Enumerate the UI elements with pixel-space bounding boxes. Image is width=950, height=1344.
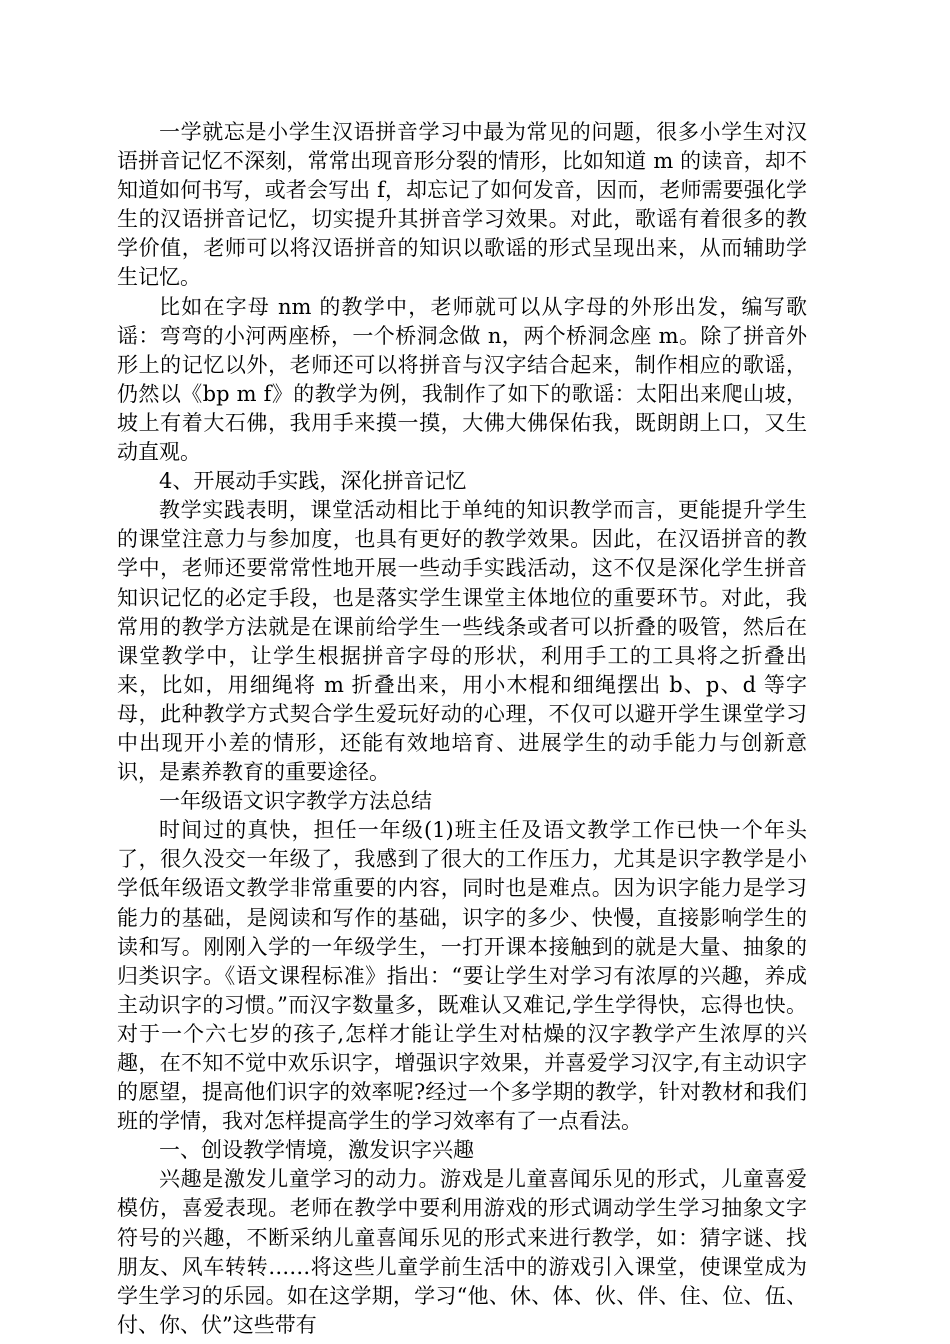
paragraph-pinyin-memory: 一学就忘是小学生汉语拼音学习中最为常见的问题，很多小学生对汉语拼音记忆不深刻，常常出现音形分裂的情形，比如知道 m 的读音，却不知道如何书写，或者会写出 f，却忘记了如何发音，因而，老师需要强化学生的汉语拼音记忆，切实提升其拼音学习效果。对此，歌谣有着很多的教学价值，老师可以将汉语拼音的知识以歌谣的形式呈现出来，从而辅助学生记忆。	[117, 120, 807, 290]
paragraph-interest-games: 兴趣是激发儿童学习的动力。游戏是儿童喜闻乐见的形式，儿童喜爱模仿，喜爱表现。老师在教学中要利用游戏的形式调动学生学习抽象文字符号的兴趣，不断采纳儿童喜闻乐见的形式来进行教学，如：猜字谜、找朋友、风车转转……将这些儿童学前生活中的游戏引入课堂，使课堂成为学生学习的乐园。如在这学期，学习“他、休、体、伙、伴、住、位、伍、付、你、伏”这些带有	[117, 1167, 807, 1337]
paragraph-literacy-intro: 时间过的真快，担任一年级(1)班主任及语文教学工作已快一个年头了，很久没交一年级了，我感到了很大的工作压力，尤其是识字教学是小学低年级语文教学非常重要的内容，同时也是难点。因为识字能力是学习能力的基础，是阅读和写作的基础，识字的多少、快慢，直接影响学生的读和写。刚刚入学的一年级学生，一打开课本接触到的就是大量、抽象的归类识字。《语文课程标准》指出：“要让学生对学习有浓厚的兴趣，养成主动识字的习惯。”而汉字数量多，既难认又难记,学生学得快，忘得也快。对于一个六七岁的孩子,怎样才能让学生对枯燥的汉字教学产生浓厚的兴趣，在不知不觉中欢乐识字，增强识字效果，并喜爱学习汉字,有主动识字的愿望，提高他们识字的效率呢?经过一个多学期的教学，针对教材和我们班的学情，我对怎样提高学生的学习效率有了一点看法。	[117, 818, 807, 1134]
document-body	[117, 118, 807, 1340]
paragraph-hands-on-practice: 教学实践表明，课堂活动相比于单纯的知识教学而言，更能提升学生的课堂注意力与参加度，也具有更好的教学效果。因此，在汉语拼音的教学中，老师还要常常性地开展一些动手实践活动，这不仅是深化学生拼音知识记忆的必定手段，也是落实学生课堂主体地位的重要环节。对此，我常用的教学方法就是在课前给学生一些线条或者可以折叠的吸管，然后在课堂教学中，让学生根据拼音字母的形状，利用手工的工具将之折叠出来，比如，用细绳将 m 折叠出来，用小木棍和细绳摆出 b、p、d 等字母，此种教学方式契合学生爱玩好动的心理，不仅可以避开学生课堂学习中出现开小差的情形，还能有效地培育、进展学生的动手能力与创新意识，是素养教育的重要途径。	[117, 498, 807, 785]
heading-literacy-summary: 一年级语文识字教学方法总结	[159, 789, 432, 814]
heading-hands-on-practice: 4、开展动手实践，深化拼音记忆	[159, 469, 467, 494]
heading-teaching-situation: 一、创设教学情境，激发识字兴趣	[159, 1138, 474, 1163]
paragraph-nm-song: 比如在字母 nm 的教学中，老师就可以从字母的外形出发，编写歌谣：弯弯的小河两座桥，一个桥洞念做 n，两个桥洞念座 m。除了拼音外形上的记忆以外，老师还可以将拼音与汉字结合起来，制作相应的歌谣，仍然以《bp m f》的教学为例，我制作了如下的歌谣：太阳出来爬山坡，坡上有着大石佛，我用手来摸一摸，大佛大佛保佑我，既朗朗上口，又生动直观。	[117, 294, 807, 465]
